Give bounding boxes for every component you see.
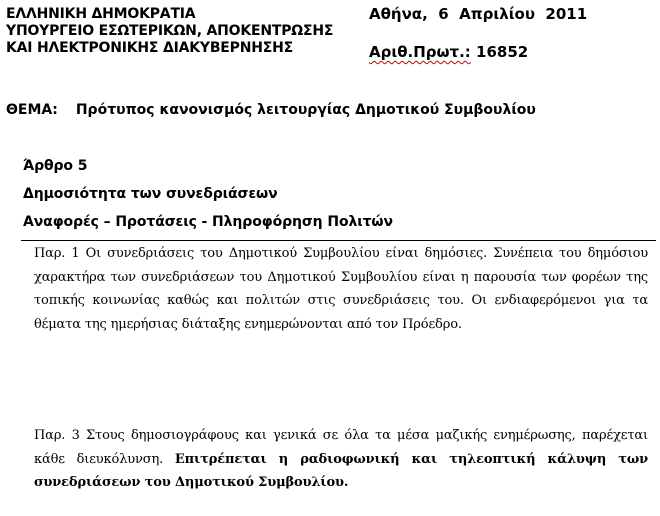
authority-line-3: ΚΑΙ ΗΛΕΚΤΡΟΝΙΚΗΣ ΔΙΑΚΥΒΕΡΝΗΣΗΣ [6,40,294,56]
authority-line-1: ΕΛΛΗΝΙΚΗ ΔΗΜΟΚΡΑΤΙΑ [6,6,196,22]
paragraph-3 [34,424,648,495]
article-title: Δημοσιότητα των συνεδριάσεων [23,186,278,202]
subject-label: ΘΕΜΑ: [6,102,58,118]
protocol-value: 16852 [476,43,529,61]
paragraph-1: Παρ. 1 Οι συνεδριάσεις του Δημοτικού Συμβουλίου είναι δημόσιες. Συνέπεια του δημόσιου χαρακτήρα των συνεδριάσεων του Δημοτικού Συμβουλίου είναι η παρουσία των φορέων της τοπικής κοινωνίας καθώς και πολιτών στις συνεδριάσεις του. Οι ενδιαφερόμενοι για τα θέματα της ημερήσιας διάταξης ενημερώνονται από τον Πρόεδρο. [34,246,648,332]
issuing-authority [6,6,333,57]
protocol-label: Αριθ.Πρωτ.: [369,43,471,61]
subject-text: Πρότυπος κανονισμός λειτουργίας Δημοτικού Συμβουλίου [75,102,536,118]
authority-line-2: ΥΠΟΥΡΓΕΙΟ ΕΣΩΤΕΡΙΚΩΝ, ΑΠΟΚΕΝΤΡΩΣΗΣ [6,23,334,39]
document-date: Αθήνα, 6 Απριλίου 2011 [369,5,588,23]
subject-line [6,102,536,119]
paragraph-3-bold-text: Επιτρέπεται η ραδιοφωνική και τηλεοπτική κάλυψη των συνεδριάσεων του Δημοτικού Συμβουλίου. [34,451,648,490]
section-divider [21,240,656,241]
protocol-number [369,44,528,61]
article-subtitle: Αναφορές – Προτάσεις - Πληροφόρηση Πολιτών [23,214,393,230]
article-number: Άρθρο 5 [23,158,88,174]
paragraph-3-text: Παρ. 3 Στους δημοσιογράφους και γενικά σε όλα τα μέσα μαζικής ενημέρωσης, παρέχεται κάθε διευκόλυνση. [34,428,648,467]
